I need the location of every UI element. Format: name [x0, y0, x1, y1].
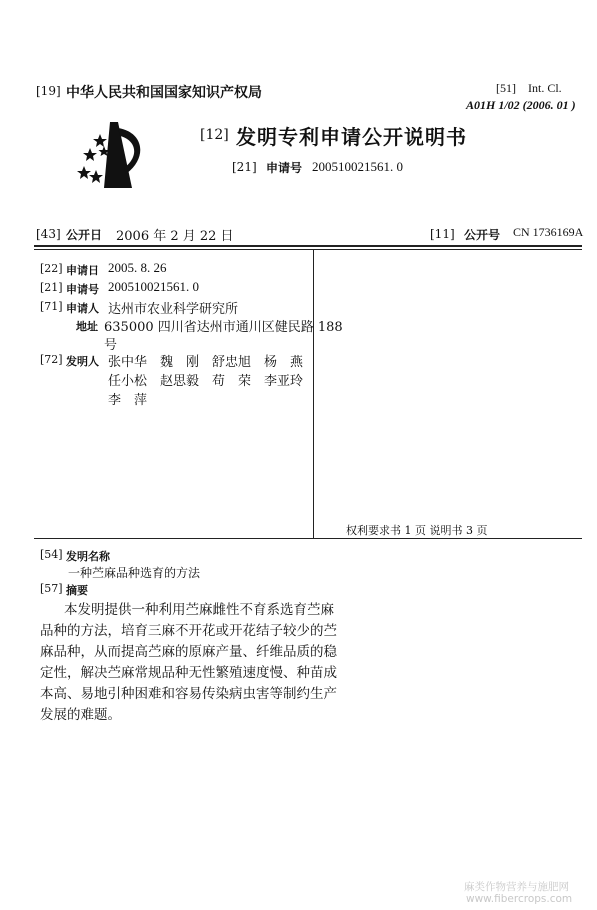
pubdate-label: 公开日 [66, 228, 103, 242]
address-label: 地址 [76, 320, 98, 333]
header-appno-label: 申请号 [266, 161, 303, 175]
pubdate-value: 2006 年 2 月 22 日 [116, 229, 234, 244]
doc-title: 发明专利申请公开说明书 [236, 125, 467, 149]
applicant-value: 达州市农业科学研究所 [108, 302, 239, 317]
doc-code: [12] [200, 127, 229, 143]
invention-title: 一种苎麻品种选育的方法 [68, 566, 201, 580]
watermark-line-2: www.fibercrops.com [466, 893, 573, 905]
watermark-line-1: 麻类作物营养与施肥网 [464, 881, 569, 893]
top-rule [34, 245, 582, 247]
org-name: 中华人民共和国国家知识产权局 [66, 85, 262, 101]
biblio-appno-label: 申请号 [66, 283, 99, 296]
intcl-value: A01H 1/02 (2006. 01 ) [466, 98, 576, 112]
address-line-1: 635000 四川省达州市通川区健民路 188 [104, 320, 343, 335]
abstract-code: [57] [40, 582, 63, 595]
title-code: [54] [40, 548, 63, 561]
pubdate-code: [43] [36, 227, 61, 241]
title-label: 发明名称 [66, 550, 110, 563]
intcl-label: Int. Cl. [528, 81, 562, 95]
abstract-line-4: 定性，解决苎麻常规品种无性繁殖速度慢、种苗成 [40, 665, 337, 681]
inventor-label: 发明人 [66, 355, 99, 368]
abstract-line-3: 麻品种，从而提高苎麻的原麻产量、纤维品质的稳 [40, 644, 337, 660]
middle-rule [34, 538, 582, 539]
header-appno-value: 200510021561. 0 [312, 159, 403, 174]
abstract-line-1: 本发明提供一种利用苎麻雌性不育系选育苎麻 [64, 602, 334, 618]
filing-label: 申请日 [66, 264, 99, 277]
abstract-line-2: 品种的方法，培育三麻不开花或开花结子较少的苎 [40, 623, 337, 639]
biblio-appno-value: 200510021561. 0 [108, 279, 199, 294]
column-divider [313, 250, 314, 538]
filing-code: [22] [40, 262, 63, 275]
intcl-code: [51] [496, 81, 516, 95]
pages-note: 权利要求书 1 页 说明书 3 页 [346, 524, 488, 537]
applicant-label: 申请人 [66, 302, 99, 315]
inventors-line-2: 任小松 赵思毅 苟 荣 李亚玲 [108, 374, 304, 389]
inventors-line-1: 张中华 魏 刚 舒忠旭 杨 燕 [108, 355, 304, 370]
address-line-2: 号 [104, 338, 118, 353]
pubno-value: CN 1736169A [513, 225, 584, 239]
inventor-code: [72] [40, 353, 63, 366]
header-appno-code: [21] [232, 160, 257, 174]
abstract-line-5: 本高、易地引种困难和容易传染病虫害等制约生产 [40, 686, 337, 702]
biblio-appno-code: [21] [40, 281, 63, 294]
sipo-logo [70, 118, 162, 192]
abstract-label: 摘要 [66, 584, 88, 597]
abstract-line-6: 发展的难题。 [40, 707, 121, 723]
org-code: [19] [36, 84, 61, 98]
top-rule-thin [34, 249, 582, 250]
sipo-logo-icon [70, 118, 162, 192]
inventors-line-3: 李 萍 [108, 393, 148, 408]
filing-value: 2005. 8. 26 [108, 260, 167, 275]
pubno-code: [11] [430, 227, 455, 241]
applicant-code: [71] [40, 300, 63, 313]
pubno-label: 公开号 [464, 228, 501, 242]
